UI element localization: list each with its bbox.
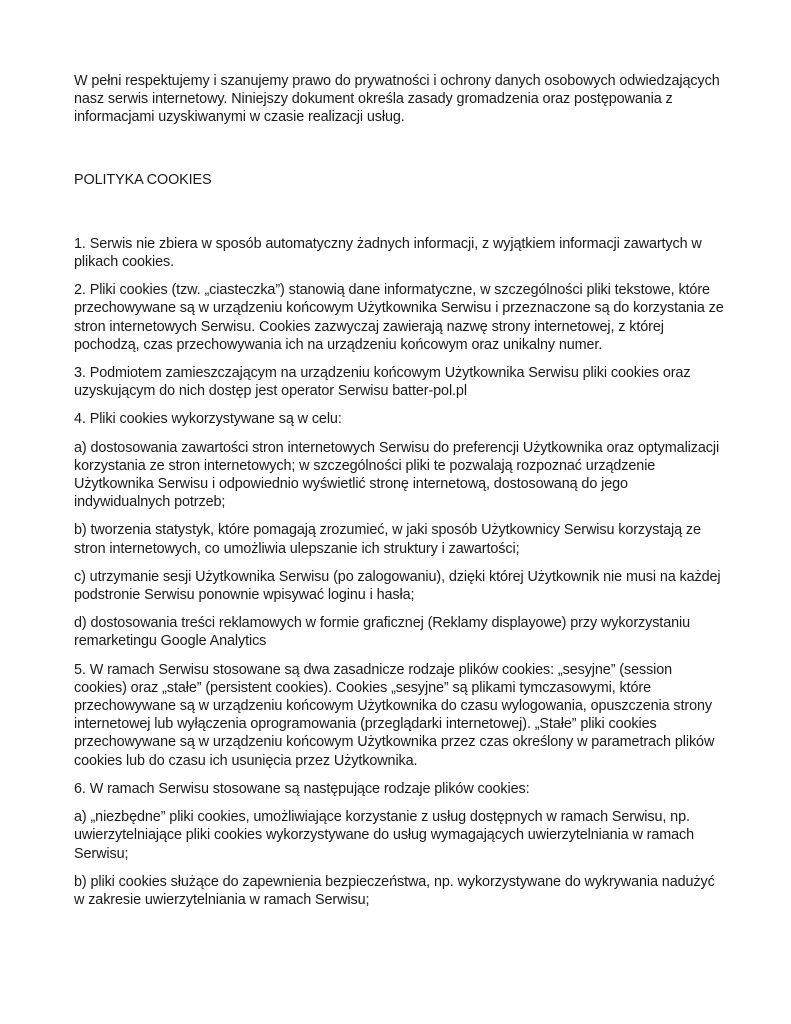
paragraph-4c: c) utrzymanie sesji Użytkownika Serwisu (po zalogowaniu), dzięki której Użytkownik nie musi na każdej podstronie Serwisu ponownie wpisywać loginu i hasła; — [74, 568, 721, 604]
paragraph-6a: a) „niezbędne” pliki cookies, umożliwiające korzystanie z usług dostępnych w ramach Serwisu, np. uwierzytelniające pliki cookies wykorzystywane do usług wymagających uwierzytelniania w ramach Serwisu; — [74, 809, 695, 862]
intro-paragraph: W pełni respektujemy i szanujemy prawo do prywatności i ochrony danych osobowych odwiedzających nasz serwis internetowy. Niniejszy dokument określa zasady gromadzenia oraz postępowania z informacjami uzyskiwanymi w czasie realizacji usług. — [74, 73, 720, 126]
paragraph-4d: d) dostosowania treści reklamowych w formie graficznej (Reklamy displayowe) przy wykorzystaniu remarketingu Google Analytics — [74, 615, 691, 650]
paragraph-4a: a) dostosowania zawartości stron internetowych Serwisu do preferencji Użytkownika oraz optymalizacji korzystania ze stron internetowych; w szczególności pliki te pozwalają rozpoznać urządzenie Użytkownika Serwisu i odpowiednio wyświetlić stronę internetową, dostosowaną do jego indywidualnych potrzeb; — [74, 439, 720, 511]
paragraph-6b: b) pliki cookies służące do zapewnienia bezpieczeństwa, np. wykorzystywane do wykrywania nadużyć w zakresie uwierzytelniania w ramach Serwisu; — [74, 873, 715, 908]
paragraph-5: 5. W ramach Serwisu stosowane są dwa zasadnicze rodzaje plików cookies: „sesyjne” (session cookies) oraz „stałe” (persistent cookies). Cookies „sesyjne” są plikami tymczasowymi, które przechowywane są w urządzeniu końcowym Użytkownika do czasu wylogowania, opuszczenia strony internetowej lub wyłączenia oprogramowania (przeglądarki internetowej). „Stałe” pliki cookies przechowywane są w urządzeniu końcowym Użytkownika przez czas określony w parametrach plików cookies lub do czasu ich usunięcia przez Użytkownika. — [74, 661, 715, 769]
paragraph-6: 6. W ramach Serwisu stosowane są następujące rodzaje plików cookies: — [74, 780, 530, 797]
page-title: POLITYKA COOKIES — [74, 171, 212, 188]
document-page — [74, 72, 724, 919]
paragraph-4: 4. Pliki cookies wykorzystywane są w celu: — [74, 411, 342, 428]
paragraph-1: 1. Serwis nie zbiera w sposób automatyczny żadnych informacji, z wyjątkiem informacji zawartych w plikach cookies. — [74, 235, 702, 271]
paragraph-4b: b) tworzenia statystyk, które pomagają zrozumieć, w jaki sposób Użytkownicy Serwisu korzystają ze stron internetowych, co umożliwia ulepszanie ich struktury i zawartości; — [74, 522, 701, 557]
paragraph-2: 2. Pliki cookies (tzw. „ciasteczka”) stanowią dane informatyczne, w szczególności pliki tekstowe, które przechowywane są w urządzeniu końcowym Użytkownika Serwisu i przeznaczone są do korzystania ze stron internetowych Serwisu. Cookies zazwyczaj zawierają nazwę strony internetowej, z której pochodzą, czas przechowywania ich na urządzeniu końcowym oraz unikalny numer. — [74, 282, 724, 353]
paragraph-3: 3. Podmiotem zamieszczającym na urządzeniu końcowym Użytkownika Serwisu pliki cookies oraz uzyskującym do nich dostęp jest operator Serwisu batter-pol.pl — [74, 365, 691, 400]
